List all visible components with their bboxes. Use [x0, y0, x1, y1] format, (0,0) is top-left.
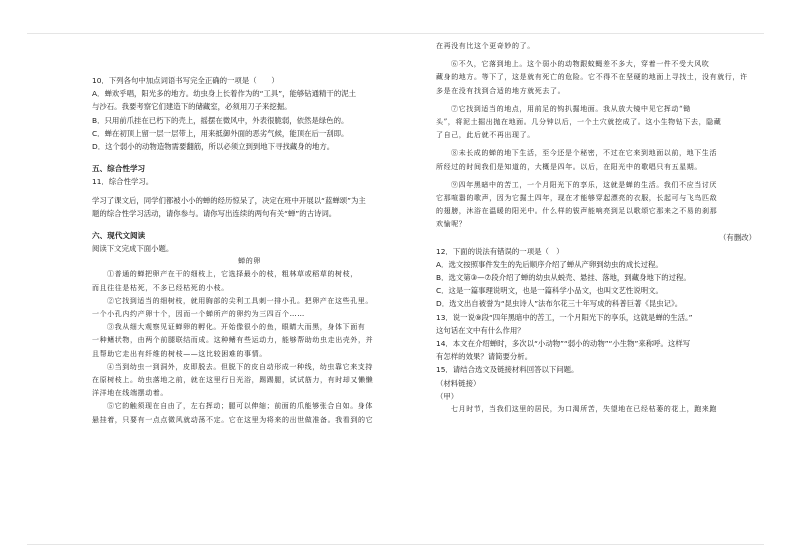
article-line: 了自己，此后就不再出现了。 — [436, 131, 535, 140]
article-line: 一个小孔内约产卵十个，因而一个蝉所产的卵约为三四百个…… — [92, 310, 305, 318]
q15-stem: 15．请结合选文及链接材料回答以下问题。 — [436, 365, 579, 375]
q10-option-c: C．蝉在初顶上留一层一层带上，用来抵御外面的恶劣气候，能顶在后一刮即。 — [92, 128, 349, 138]
article-left — [92, 268, 407, 426]
article-line: ①普通的蝉把卵产在干的细枝上，它选择最小的枝，粗林草或稻草的树枝， — [107, 270, 358, 279]
question-14 — [436, 337, 766, 363]
q11-text-line: 题的综合性学习活动，请你参与。请你写出连续的两句有关“蝉”的古诗词。 — [92, 208, 337, 218]
q10-option-d: D．这个弱小的动物造物需要翻筋，所以必须立到到地下寻找藏身的地方。 — [92, 141, 335, 151]
q10-stem: 10．下列各句中加点词语书写完全正确的一项是（ ） — [92, 76, 279, 85]
source-note: （有删改） — [719, 233, 756, 243]
article-line: ②它找到适当的细树枝，就用胸部的尖利工具刺一排小孔。把卵产在这些孔里。 — [107, 296, 373, 305]
article-line: ④当到幼虫一到洞外，皮即脱去。但脱下的皮自动形成一种线，幼虫靠它来支持 — [107, 362, 373, 371]
question-10 — [92, 74, 407, 153]
q12-option-a: A．选文按照事件发生的先后顺序介绍了蝉从产卵到幼虫的成长过程。 — [436, 259, 663, 269]
article-line: ⑨四年黑暗中的苦工，一个月阳光下的享乐，这就是蝉的生活。我们不应当讨厌 — [451, 180, 717, 189]
article-line: 所经过的时间我们是知道的，大概是四年。以后，在阳光中的歌唱只有五星期。 — [436, 162, 702, 171]
article-line: ⑥不久，它落到地上。这个弱小的动物跟蚊蝇差不多大，穿着一件不受大风吹 — [451, 60, 710, 69]
q10-option-a-cont: 与沙石。我要考察它们建造下的储藏室，必须用刀子来挖掘。 — [92, 102, 292, 112]
left-column — [92, 74, 407, 427]
material-jia-text: 七月时节，当我们这里的居民，为口渴所苦，失望地在已经枯萎的花上，跑来跑 — [451, 404, 717, 413]
article-line: 头”，将泥土掘出抛在地面。几分钟以后，一个土穴就挖成了。这小生物钻下去，隐藏 — [436, 117, 722, 126]
q11-stem: 11．综合性学习。 — [92, 177, 154, 187]
article-line: 它那喧嚣的歌声，因为它掘土四年，现在才能够穿起漂亮的衣服，长起可与飞鸟匹敌 — [436, 193, 718, 202]
question-12 — [436, 245, 766, 311]
article-title: 蝉的卵 — [238, 257, 261, 266]
q11-text-line: 学习了课文后，同学们都被小小的蝉的经历惊呆了，决定在班中开展以“蓝蝉颂”为主 — [92, 195, 366, 205]
article-line: 悬挂着，只要有一点点微风就动荡不定。它在这里为将来的出世做准备。我看到的它 — [92, 415, 374, 424]
article-line: 洋洋地在线端摆动着。 — [92, 389, 168, 398]
section-5-heading: 五、综合性学习 — [92, 164, 146, 174]
article-line: 欢愉呢？ — [436, 220, 467, 229]
q10-option-a: A．蝉欢乎唱，阳光多的地方。幼虫身上长着作为的“工具”，能够钻通精干的泥土 — [92, 89, 356, 99]
q13-stem-cont: 这句话在文中有什么作用？ — [436, 325, 525, 335]
article-line: 而且往往是枯死，不多已经枯死的小枝。 — [92, 283, 229, 292]
section-6-intro: 阅读下文完成下面小题。 — [92, 244, 174, 254]
exam-sheet — [27, 33, 764, 545]
article-line: 的翅膀，沐浴在温暖的阳光中。什么样的钹声能响亮到足以歌颂它那来之不易的刹那 — [436, 207, 718, 216]
material-link-label: （材料链接） — [436, 378, 481, 388]
article-line: 藏身的地方。等下了，这是就有死亡的危险。它不得不在坚硬的地面上寻找土，没有就行，许 — [436, 73, 748, 82]
material-jia-label: （甲） — [436, 391, 459, 401]
q14-stem-cont: 有怎样的效果？请简要分析。 — [436, 352, 533, 362]
q13-stem: 13．说一说⑨段“四年黑暗中的苦工，一个月阳光下的享乐，这就是蝉的生活。” — [436, 312, 693, 322]
q10-option-b: B．只用前爪挂在已朽下的壳上，摇摆在微风中，外表很脆弱，依然是绿色的。 — [92, 115, 349, 125]
q12-option-b: B．选文第③—⑦段介绍了蝉的幼虫从蜕壳、悬挂、落地，到藏身地下的过程。 — [436, 273, 691, 282]
q12-option-d: D．选文出自被誉为“昆虫诗人”法布尔花三十年写成的科普巨著《昆虫记》。 — [436, 299, 683, 309]
article-line: 一种鳍状物，由两个前腿联结而成。这种鳍有些运动力，能够帮助幼虫走出壳外，并 — [92, 336, 374, 345]
q12-option-c: C．这是一篇事理说明文，也是一篇科学小品文，也叫文艺性说明文。 — [436, 286, 663, 296]
right-column — [436, 40, 766, 416]
question-13 — [436, 311, 766, 337]
article-line: 多是在没有找到合适的地方就死去了。 — [436, 86, 566, 95]
article-line: 在再没有比这个更奇妙的了。 — [436, 42, 535, 50]
section-6-heading: 六、现代文阅读 — [92, 230, 146, 240]
q12-stem: 12．下面的说法有错误的一项是（ ） — [436, 246, 564, 256]
article-line: ⑤它的触须现在自由了，左右挥动；腿可以伸缩；前面的爪能够张合自如。身体 — [107, 402, 373, 411]
article-line: ③我从细大观察见证蝉卵的孵化。开始像很小的鱼，眼睛大而黑，身体下面有 — [107, 323, 366, 332]
article-line: ⑧未长成的蝉的地下生活，至今还是个秘密，不过在它来到地面以前，地下生活 — [451, 149, 717, 158]
article-right — [436, 40, 766, 231]
article-line: 在原树枝上。幼虫落地之前，就在这里行日光浴，踢踢腿，试试筋力，有时却又懒懒 — [92, 375, 374, 384]
article-line: ⑦它找到适当的地点，用前足的钩扒掘地面。我从放大镜中见它挥动“锄 — [451, 104, 691, 113]
q14-stem: 14．本文在介绍蝉时，多次以“小动物”“弱小的动物”“小生物”来称呼。这样写 — [436, 338, 691, 348]
article-line: 且帮助它走出有纤维的树枝——这比较困难的事情。 — [92, 349, 267, 358]
